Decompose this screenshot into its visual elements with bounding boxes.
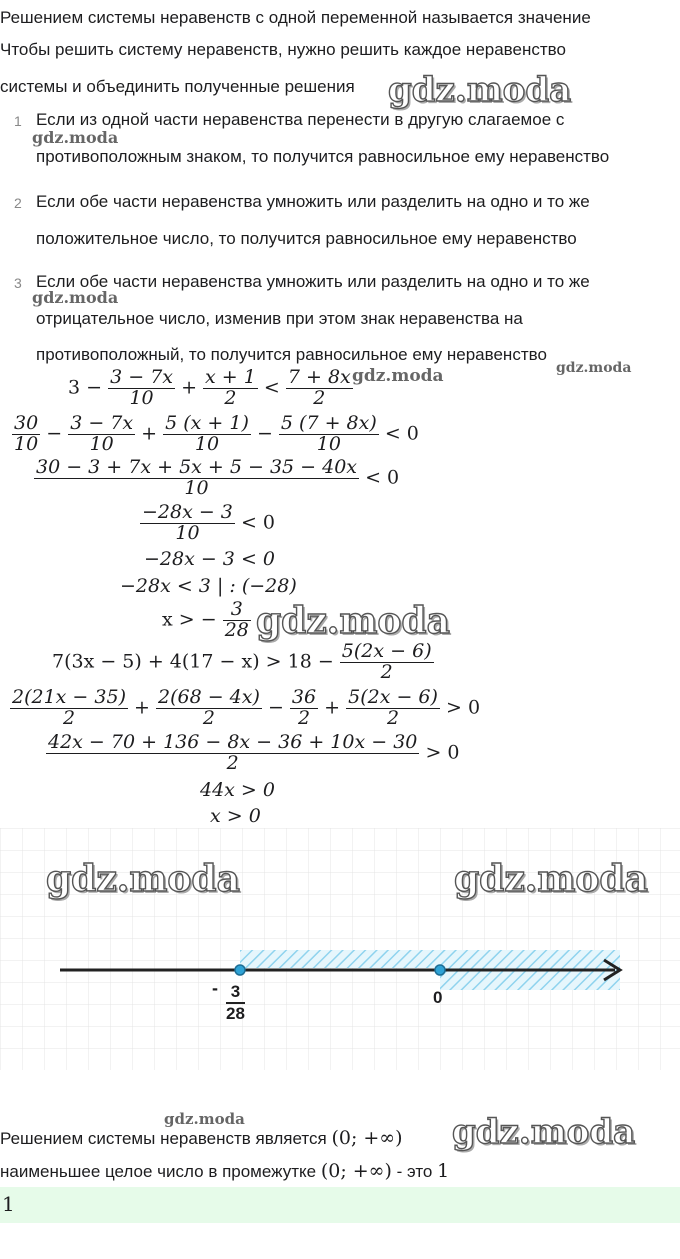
rule-1-line-2: противоположным знаком, то получится равносильное ему неравенство <box>36 147 610 166</box>
rule-2-line-1: Если обе части неравенства умножить или разделить на одно и то же <box>36 192 590 211</box>
rule-2-line-2: положительное число, то получится равносильное ему неравенство <box>36 229 577 248</box>
eq1-step-4: $\frac{-28x - 3}{10}$ < 0 <box>142 501 276 544</box>
eq1-step-2: $\frac{30}{10}$ − $\frac{3 - 7x}{10}$ + $\frac{5 (x + 1)}{10}$ − $\frac{5 (7 + 8x)}{10}$ < 0 <box>14 412 419 455</box>
conclusion-line-2: наименьшее целое число в промежутке (0; +∞) - это 1 <box>0 1160 450 1182</box>
eq1-step-1: 3 − $\frac{3 - 7x}{10}$ + $\frac{x + 1}{2}$ < $\frac{7 + 8x}{2}$ <box>68 366 351 409</box>
intro-line-2: Чтобы решить систему неравенств, нужно решить каждое неравенство <box>0 40 566 59</box>
watermark: gdz.moda <box>352 366 444 386</box>
shade-region-1 <box>240 950 620 968</box>
watermark: gdz.moda <box>388 70 572 110</box>
eq2-step-3: $\frac{42x - 70 + 136 - 8x - 36 + 10x - 30}{2}$ > 0 <box>48 731 460 774</box>
intro-line-1: Решением системы неравенств с одной переменной называется значение <box>0 8 591 27</box>
rule-number: 2 <box>14 195 22 211</box>
conclusion-line-1: Решением системы неравенств является (0; +∞) <box>0 1127 403 1149</box>
watermark: gdz.moda <box>164 1110 245 1128</box>
eq1-step-3: $\frac{30 - 3 + 7x + 5x + 5 - 35 - 40x}{10}$ < 0 <box>36 456 400 499</box>
eq2-step-1: 7(3x − 5) + 4(17 − x) > 18 − $\frac{5(2x - 6)}{2}$ <box>52 640 432 683</box>
eq1-step-5: −28x − 3 < 0 <box>144 548 275 570</box>
answer-value: 1 <box>2 1192 15 1216</box>
eq1-step-6: −28x < 3 | : (−28) <box>120 575 297 597</box>
rule-3-line-2: отрицательное число, изменив при этом знак неравенства на <box>36 309 523 328</box>
watermark: gdz.moda <box>452 1112 636 1152</box>
rule-3-line-1: Если обе части неравенства умножить или разделить на одно и то же <box>36 272 590 291</box>
watermark: gdz.moda <box>556 360 632 376</box>
watermark: gdz.moda <box>32 128 119 147</box>
watermark: gdz.moda <box>454 858 648 900</box>
rule-1-line-1: Если из одной части неравенства перенести в другую слагаемое с <box>36 110 565 129</box>
watermark: gdz.moda <box>256 600 450 642</box>
eq2-step-2: $\frac{2(21x - 35)}{2}$ + $\frac{2(68 - 4x)}{2}$ − $\frac{36}{2}$ + $\frac{5(2x - 6)}{2}$ > 0 <box>12 686 481 729</box>
point-2-label: 0 <box>433 988 443 1007</box>
point-1-label: 3 28 <box>226 982 245 1023</box>
point-minus-3-28 <box>235 965 245 975</box>
rule-number: 3 <box>14 275 22 291</box>
point-1-sign: - <box>212 978 218 998</box>
eq2-step-5: x > 0 <box>210 805 261 827</box>
intro-line-3: системы и объединить полученные решения <box>0 77 355 96</box>
rule-number: 1 <box>14 113 22 129</box>
point-zero <box>435 965 445 975</box>
eq1-step-7: x > − $\frac{3}{28}$ <box>162 598 249 641</box>
watermark: gdz.moda <box>32 288 119 307</box>
watermark: gdz.moda <box>46 858 240 900</box>
eq2-step-4: 44x > 0 <box>200 779 275 801</box>
answer-box <box>0 1187 680 1223</box>
rule-3-line-3: противоположный, то получится равносильное ему неравенство <box>36 345 547 364</box>
